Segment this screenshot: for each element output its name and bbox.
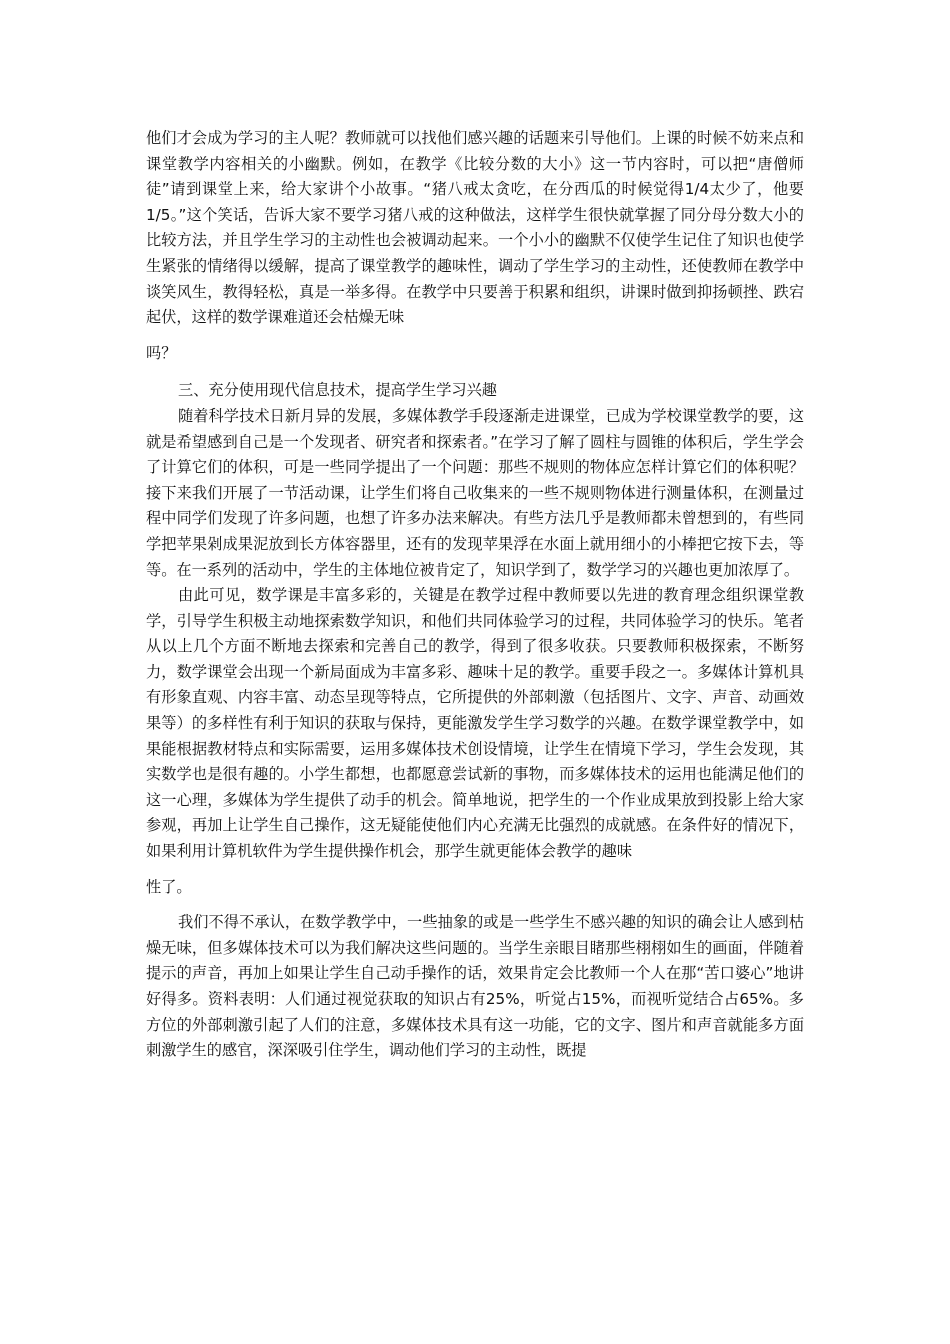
paragraph-humor: 他们才会成为学习的主人呢？教师就可以找他们感兴趣的话题来引导他们。上课的时候不妨来点和课堂教学内容相关的小幽默。例如，在教学《比较分数的大小》这一节内容时，可以把“唐僧师徒”请到课堂上来，给大家讲个小故事。“猪八戒太贪吃，在分西瓜的时候觉得1/4太少了，他要1/5。”这个笑话，告诉大家不要学习猪八戒的这种做法，这样学生很快就掌握了同分母分数大小的比较方法，并且学生学习的主动性也会被调动起来。一个小小的幽默不仅使学生记住了知识也使学生紧张的情绪得以缓解，提高了课堂教学的趣味性，调动了学生学习的主动性，还使教师在教学中谈笑风生，教得轻松，真是一举多得。在教学中只要善于积累和组织，讲课时做到抑扬顿挫、跌宕起伏，这样的数学课难道还会枯燥无味 [146, 129, 804, 327]
paragraph-admission: 我们不得不承认，在数学教学中，一些抽象的或是一些学生不感兴趣的知识的确会让人感到枯燥无味，但多媒体技术可以为我们解决这些问题的。当学生亲眼目睹那些栩栩如生的画面，伴随着提示的声音，再加上如果让学生自己动手操作的话，效果肯定会比教师一个人在那“苦口婆心”地讲好得多。资料表明：人们通过视觉获取的知识占有25%，听觉占15%，而视听觉结合占65%。多方位的外部刺激引起了人们的注意，多媒体技术具有这一功能，它的文字、图片和声音就能多方面刺激学生的感官，深深吸引住学生，调动他们学习的主动性，既提 [146, 913, 804, 1060]
document-page [146, 126, 804, 1064]
paragraph-conclusion: 由此可见，数学课是丰富多彩的，关键是在教学过程中教师要以先进的教育理念组织课堂教学，引导学生积极主动地探索数学知识，和他们共同体验学习的过程，共同体验学习的快乐。笔者从以上几个方面不断地去探索和完善自己的教学，得到了很多收获。只要教师积极探索，不断努力，数学课堂会出现一个新局面成为丰富多彩、趣味十足的教学。重要手段之一。多媒体计算机具有形象直观、内容丰富、动态呈现等特点，它所提供的外部刺激（包括图片、文字、声音、动画效果等）的多样性有利于知识的获取与保持，更能激发学生学习数学的兴趣。在数学课堂教学中，如果能根据教材特点和实际需要，运用多媒体技术创设情境，让学生在情境下学习，学生会发现，其实数学也是很有趣的。小学生都想，也都愿意尝试新的事物，而多媒体技术的运用也能满足他们的这一心理，多媒体为学生提供了动手的机会。简单地说，把学生的一个作业成果放到投影上给大家参观，再加上让学生自己操作，这无疑能使他们内心充满无比强烈的成就感。在条件好的情况下，如果利用计算机软件为学生提供操作机会，那学生就更能体会教学的趣味 [146, 586, 804, 861]
paragraph-conclusion-tail: 性了。 [146, 877, 192, 896]
paragraph-humor-tail: 吗？ [146, 343, 177, 362]
paragraph-multimedia: 随着科学技术日新月异的发展，多媒体教学手段逐渐走进课堂，已成为学校课堂教学的要，这就是希望感到自己是一个发现者、研究者和探索者。”在学习了解了圆柱与圆锥的体积后，学生学会了计算它们的体积，可是一些同学提出了一个问题：那些不规则的物体应怎样计算它们的体积呢？接下来我们开展了一节活动课，让学生们将自己收集来的一些不规则物体进行测量体积，在测量过程中同学们发现了许多问题，也想了许多办法来解决。有些方法几乎是教师都未曾想到的，有些同学把苹果剁成果泥放到长方体容器里，还有的发现苹果浮在水面上就用细小的小棒把它按下去，等等。在一系列的活动中，学生的主体地位被肯定了，知识学到了，数学学习的兴趣也更加浓厚了。 [146, 406, 804, 579]
section-heading-3: 三、充分使用现代信息技术，提高学生学习兴趣 [178, 381, 497, 400]
